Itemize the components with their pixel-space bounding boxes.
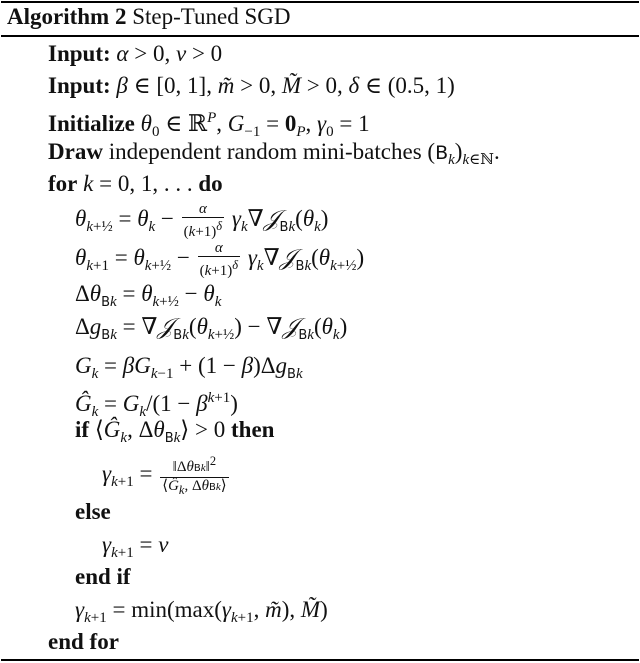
algorithm-caption xyxy=(7,4,290,30)
line-content: $G_k = \beta G_{k-1} + (1 - \beta)\Delta g_{Bk}$ xyxy=(75,353,303,382)
line-content: Initialize $\theta_0$ ∈ ℝ$^P$, $G_{-1} = 0_P$, $\gamma_0 = 1$ xyxy=(48,110,370,140)
algorithm-label: Algorithm 2 xyxy=(7,4,127,29)
caption-rule xyxy=(1,35,639,37)
keyword-end-if: end if xyxy=(75,564,131,589)
line-content: $\theta_{k+1} = \theta_{k+\frac{1}{2}}$ − $\frac{\alpha}{(k+1)^\delta}$ $\gamma_k\nabla 𝒥_{Bk}(\theta_{k+\frac{1}{2}})$ xyxy=(75,240,365,279)
keyword-input: Input: xyxy=(48,41,111,66)
line-content: Input: α > 0, ν > 0 xyxy=(48,41,223,66)
line-content: Input: β ∈ [0, 1], m̃ > 0, M̃ > 0, δ ∈ (0.5, 1) xyxy=(48,73,455,98)
line-content: $\gamma_{k+1} = \min(\max(\gamma_{k+1}$, m̃), M̃) xyxy=(75,597,328,626)
keyword-end-for: end for xyxy=(48,629,119,654)
line-content: Draw independent random mini-batches $(B_k)_{k\in ℕ}$. xyxy=(48,139,500,168)
keyword-draw: Draw xyxy=(48,139,103,164)
line-content: $\gamma_{k+1}$ = $\frac{‖\Delta\theta Bk‖^2}{⟨Ĝ_k, \Delta\theta Bk⟩}$ xyxy=(102,454,227,497)
line-content: $\gamma_{k+1} = \nu$ xyxy=(102,532,169,561)
keyword-input: Input: xyxy=(48,73,111,98)
top-rule xyxy=(1,1,639,3)
line-content: if $⟨Ĝ_k$, $\Delta\theta_{Bk}⟩ > 0$ then xyxy=(75,417,275,446)
keyword-if: if xyxy=(75,417,90,442)
line-content: $\Delta\theta_{Bk} = \theta_{k+\frac{1}{2}} - \theta_k$ xyxy=(75,281,222,310)
keyword-do: do xyxy=(198,171,223,196)
line-content: $\theta_{k+\frac{1}{2}} = \theta_k$ − $\frac{\alpha}{(k+1)^\delta}$ $\gamma_k\nabla 𝒥_{Bk}(\theta_k)$ xyxy=(75,201,329,240)
keyword-else: else xyxy=(75,499,111,524)
keyword-for: for xyxy=(48,171,78,196)
line-content xyxy=(75,561,131,593)
line-content: $\Delta g_{Bk}$ = $\nabla 𝒥_{Bk}(\theta_{k+\frac{1}{2}})$ − $\nabla 𝒥_{Bk}(\theta_k)$ xyxy=(75,314,348,343)
line-content xyxy=(75,496,111,528)
keyword-then: then xyxy=(231,417,275,442)
algorithm-title: Step-Tuned SGD xyxy=(132,4,291,29)
line-content: for k = 0, 1, . . . do xyxy=(48,171,223,196)
line-content xyxy=(48,626,119,658)
line-content: $Ĝ_k = G_k/(1 - \beta^{k+1})$ xyxy=(75,390,238,420)
keyword-initialize: Initialize xyxy=(48,111,135,136)
bottom-rule xyxy=(1,659,639,661)
